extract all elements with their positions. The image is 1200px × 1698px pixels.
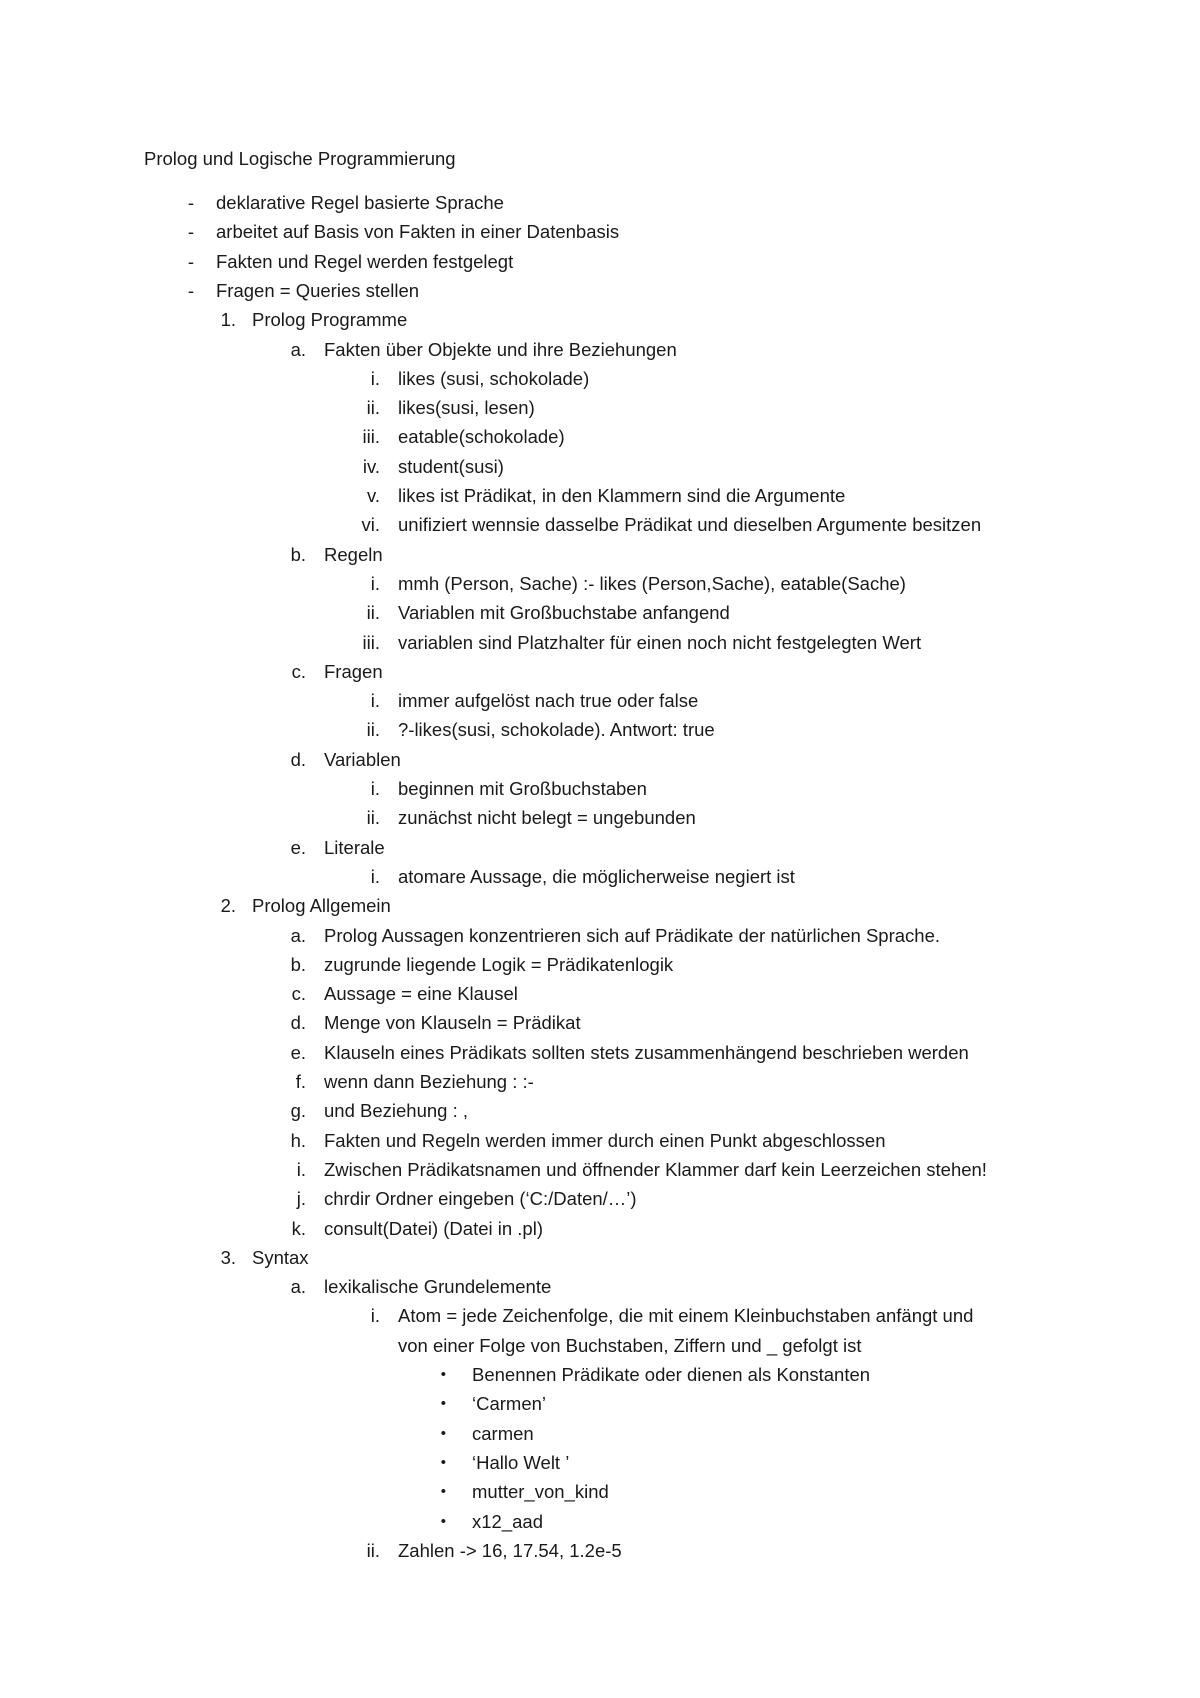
list-item-text: von einer Folge von Buchstaben, Ziffern und _ gefolgt ist	[398, 1335, 862, 1356]
list-marker: ii.	[366, 602, 380, 623]
list-item-text: ‘Hallo Welt ’	[472, 1452, 570, 1473]
list-marker: g.	[290, 1100, 306, 1121]
list-marker: a.	[290, 339, 306, 360]
list-item-text: chrdir Ordner eingeben (‘C:/Daten/…’)	[324, 1188, 637, 1209]
list-marker: j.	[296, 1188, 306, 1209]
bullet-icon: •	[440, 1483, 446, 1500]
list-marker: iv.	[362, 456, 380, 477]
list-marker: i.	[370, 368, 380, 389]
list-marker: i.	[370, 573, 380, 594]
list-item-text: arbeitet auf Basis von Fakten in einer Datenbasis	[216, 221, 620, 242]
list-item-text: Prolog Allgemein	[252, 895, 391, 916]
list-item-text: wenn dann Beziehung : :-	[324, 1071, 534, 1092]
list-item-text: lexikalische Grundelemente	[324, 1276, 552, 1297]
list-item-text: und Beziehung : ,	[324, 1100, 468, 1121]
list-item-text: immer aufgelöst nach true oder false	[398, 690, 699, 711]
bullet-icon: •	[440, 1395, 446, 1412]
document-title: Prolog und Logische Programmierung	[144, 148, 456, 169]
list-marker: iii.	[362, 426, 380, 447]
list-item-text: atomare Aussage, die möglicherweise negiert ist	[398, 866, 795, 887]
list-item-text: x12_aad	[472, 1511, 543, 1532]
list-item-text: Variablen mit Großbuchstabe anfangend	[398, 602, 730, 623]
bullet-icon: •	[440, 1425, 446, 1442]
list-marker: i.	[370, 690, 380, 711]
list-marker: d.	[290, 749, 306, 770]
list-item-text: Fragen = Queries stellen	[216, 280, 420, 301]
list-marker: b.	[290, 954, 306, 975]
list-item-text: Prolog Aussagen konzentrieren sich auf Prädikate der natürlichen Sprache.	[324, 925, 941, 946]
list-item-text: ?-likes(susi, schokolade). Antwort: true	[398, 719, 715, 740]
list-marker: h.	[290, 1130, 306, 1151]
list-item-text: Benennen Prädikate oder dienen als Konstanten	[472, 1364, 871, 1385]
list-item-text: Fakten und Regeln werden immer durch einen Punkt abgeschlossen	[324, 1130, 886, 1151]
list-marker: vi.	[361, 514, 380, 535]
list-item-text: deklarative Regel basierte Sprache	[216, 192, 504, 213]
list-item-text: Variablen	[324, 749, 401, 770]
list-item-text: student(susi)	[398, 456, 504, 477]
list-marker: ii.	[366, 719, 380, 740]
list-marker: 3.	[220, 1247, 236, 1268]
list-marker: iii.	[362, 632, 380, 653]
list-item-text: eatable(schokolade)	[398, 426, 565, 447]
list-item-text: ‘Carmen’	[472, 1393, 547, 1414]
list-marker: e.	[290, 837, 306, 858]
list-item-text: Fakten und Regel werden festgelegt	[216, 251, 514, 272]
list-marker: a.	[290, 1276, 306, 1297]
bullet-icon: •	[440, 1454, 446, 1471]
list-marker: d.	[290, 1012, 306, 1033]
list-item-text: Fakten über Objekte und ihre Beziehungen	[324, 339, 677, 360]
list-item-text: unifiziert wennsie dasselbe Prädikat und dieselben Argumente besitzen	[398, 514, 982, 535]
list-item-text: mutter_von_kind	[472, 1481, 609, 1502]
list-marker: ii.	[366, 397, 380, 418]
list-marker: -	[187, 251, 194, 272]
list-item-text: Regeln	[324, 544, 383, 565]
list-item-text: zugrunde liegende Logik = Prädikatenlogik	[324, 954, 674, 975]
list-marker: a.	[290, 925, 306, 946]
list-marker: i.	[296, 1159, 306, 1180]
list-marker: -	[187, 221, 194, 242]
list-marker: v.	[366, 485, 380, 506]
list-marker: c.	[291, 661, 306, 682]
list-item-text: Literale	[324, 837, 385, 858]
list-item-text: Zahlen -> 16, 17.54, 1.2e-5	[398, 1540, 622, 1561]
list-marker: i.	[370, 866, 380, 887]
list-marker: e.	[290, 1042, 306, 1063]
list-item-text: Prolog Programme	[252, 309, 408, 330]
list-item-text: consult(Datei) (Datei in .pl)	[324, 1218, 543, 1239]
list-marker: 2.	[220, 895, 236, 916]
list-item-text: likes (susi, schokolade)	[398, 368, 590, 389]
list-item-text: beginnen mit Großbuchstaben	[398, 778, 647, 799]
list-item-text: likes ist Prädikat, in den Klammern sind die Argumente	[398, 485, 846, 506]
list-item-text: Klauseln eines Prädikats sollten stets zusammenhängend beschrieben werden	[324, 1042, 969, 1063]
list-item-text: Fragen	[324, 661, 383, 682]
list-marker: k.	[291, 1218, 306, 1239]
list-marker: ii.	[366, 807, 380, 828]
list-marker: b.	[290, 544, 306, 565]
list-item-text: Aussage = eine Klausel	[324, 983, 518, 1004]
list-item-text: Syntax	[252, 1247, 309, 1268]
bullet-icon: •	[440, 1513, 446, 1530]
list-marker: c.	[291, 983, 306, 1004]
list-item-text: Zwischen Prädikatsnamen und öffnender Klammer darf kein Leerzeichen stehen!	[324, 1159, 987, 1180]
list-marker: ii.	[366, 1540, 380, 1561]
list-item-text: variablen sind Platzhalter für einen noch nicht festgelegten Wert	[398, 632, 922, 653]
list-marker: -	[187, 192, 194, 213]
list-item-text: mmh (Person, Sache) :- likes (Person,Sache), eatable(Sache)	[398, 573, 906, 594]
list-item-text: carmen	[472, 1423, 534, 1444]
list-item-text: Atom = jede Zeichenfolge, die mit einem Kleinbuchstaben anfängt und	[398, 1305, 974, 1326]
list-marker: i.	[370, 778, 380, 799]
list-marker: 1.	[220, 309, 236, 330]
list-item-text: Menge von Klauseln = Prädikat	[324, 1012, 581, 1033]
list-marker: f.	[295, 1071, 306, 1092]
list-item-text: likes(susi, lesen)	[398, 397, 535, 418]
list-marker: i.	[370, 1305, 380, 1326]
list-item-text: zunächst nicht belegt = ungebunden	[398, 807, 696, 828]
list-marker: -	[187, 280, 194, 301]
bullet-icon: •	[440, 1366, 446, 1383]
